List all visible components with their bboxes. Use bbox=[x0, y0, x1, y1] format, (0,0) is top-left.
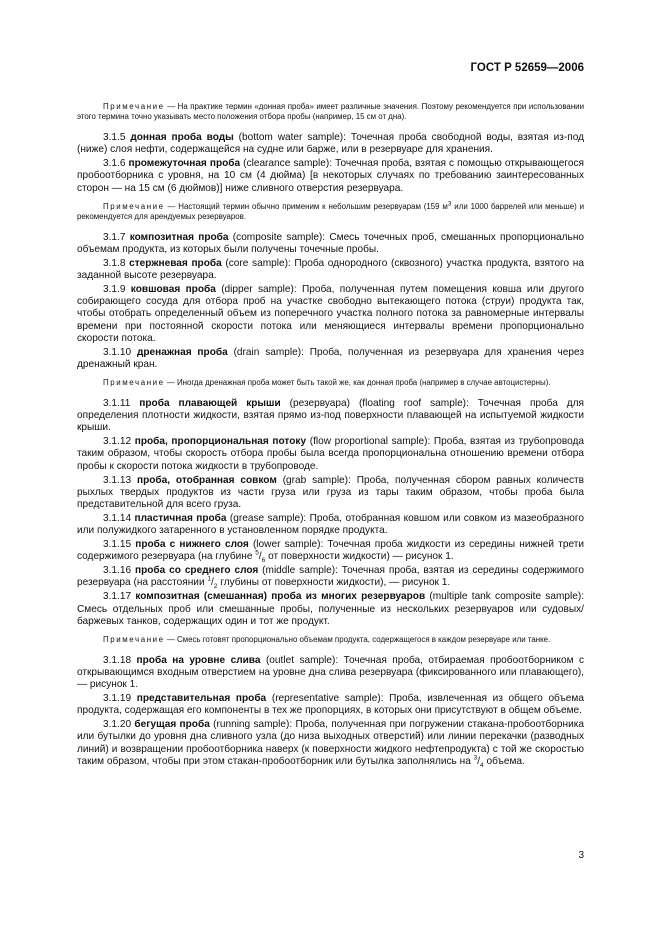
term-3-1-20 bbox=[77, 719, 584, 768]
term-number: 3.1.20 bbox=[103, 719, 132, 731]
note-text-continued: или 1000 баррелей или меньше) и рекомендуется для арендуемых резервуаров. bbox=[77, 201, 584, 222]
page-number: 3 bbox=[578, 850, 584, 861]
term-name: проба, отобранная совком bbox=[136, 474, 277, 486]
term-3-1-16 bbox=[77, 565, 584, 590]
fraction-slash: / bbox=[258, 551, 262, 563]
fraction-numerator: 5 bbox=[255, 549, 259, 557]
note-3 bbox=[77, 378, 584, 388]
term-number: 3.1.8 bbox=[103, 257, 126, 269]
term-number: 3.1.13 bbox=[103, 474, 132, 486]
note-label: Примечание bbox=[103, 378, 165, 388]
term-number: 3.1.5 bbox=[103, 131, 126, 143]
term-3-1-19 bbox=[77, 693, 584, 718]
term-definition-continued: глубины от поверхности жидкости), — рисунок 1. bbox=[217, 577, 451, 589]
term-definition: (flow proportional sample): Проба, взятая из трубопровода таким образом, чтобы скорость отбора пробы была всегда пропорциональна отношению времени отбора пробы к скорости потока жидкости в трубопроводе. bbox=[77, 436, 584, 472]
term-3-1-8 bbox=[77, 258, 584, 283]
term-definition: (representative sample): Проба, извлеченная из общего объема продукта, содержащая его компоненты в тех же пропорциях, в которых они присутствуют в общем объеме. bbox=[77, 692, 584, 717]
note-text: — Настоящий термин обычно применим к небольшим резервуарам (159 м bbox=[164, 201, 448, 211]
term-definition: (core sample): Проба однородного (сквозного) участка продукта, взятого на заданной высоте резервуара. bbox=[77, 257, 584, 281]
term-3-1-5 bbox=[77, 132, 584, 157]
term-number: 3.1.10 bbox=[103, 346, 132, 358]
fraction-numerator: 1 bbox=[207, 576, 212, 584]
note-1 bbox=[77, 102, 584, 123]
term-3-1-6 bbox=[77, 158, 584, 195]
term-definition: (middle sample): Точечная проба, взятая из середины содержимого резервуара (на расстоянии bbox=[77, 565, 584, 589]
fraction-slash: / bbox=[477, 755, 481, 767]
term-definition: (bottom water sample): Точечная проба свободной воды, взятая из-под (ниже) слоя нефти, содержащейся на судне или барже, или в резервуаре для хранения. bbox=[77, 131, 584, 156]
term-3-1-10 bbox=[77, 347, 584, 372]
term-definition: (dipper sample): Проба, полученная путем помещения ковша или другого собирающего сосуда для отбора проб на участке свободно вытекающего потока (струи) продукта так, чтобы отобрать определенный объем из поперечного участка полного потока за равномерные интервалы времени при постоянной скорости потока или меняющиеся интервалы времени пропорционально скорости потока. bbox=[77, 283, 584, 344]
term-number: 3.1.15 bbox=[103, 539, 132, 551]
term-number: 3.1.18 bbox=[103, 654, 132, 666]
term-number: 3.1.14 bbox=[103, 512, 132, 524]
term-number: 3.1.16 bbox=[103, 565, 132, 577]
term-definition: (lower sample): Точечная проба жидкости из середины нижней трети содержимого резервуара (на глубине bbox=[77, 539, 584, 563]
note-4 bbox=[77, 635, 584, 645]
term-number: 3.1.11 bbox=[103, 397, 131, 409]
term-name: промежуточная проба bbox=[128, 157, 241, 169]
note-text: — Иногда дренажная проба может быть такой же, как донная проба (например в случае автоцистерны). bbox=[164, 378, 551, 388]
note-label: Примечание bbox=[103, 201, 165, 211]
term-3-1-15 bbox=[77, 539, 584, 564]
term-3-1-9 bbox=[77, 284, 584, 345]
term-3-1-14 bbox=[77, 513, 584, 538]
term-definition-continued: от поверхности жидкости) — рисунок 1. bbox=[265, 551, 454, 563]
term-name: донная проба воды bbox=[130, 131, 234, 143]
term-definition: (резервуара) (floating roof sample): Точечная проба для определения плотности жидкости, взятая прямо из-под поверхности плавающей на испытуемой жидкости крыши. bbox=[77, 397, 584, 434]
term-name: бегущая проба bbox=[134, 719, 210, 731]
note-label: Примечание bbox=[103, 635, 165, 645]
term-3-1-13 bbox=[77, 475, 584, 512]
note-text: — Смесь готовят пропорционально объемам продукта, содержащегося в каждом резервуаре или танке. bbox=[164, 635, 551, 645]
fraction-slash: / bbox=[211, 577, 214, 589]
term-name: проба со среднего слоя bbox=[134, 565, 259, 577]
note-text: — На практике термин «донная проба» имеет различные значения. Поэтому рекомендуется при использовании этого термина точно указывать место положения отбора пробы (например, 15 см от дна). bbox=[77, 102, 584, 122]
term-3-1-7 bbox=[77, 232, 584, 257]
term-definition: (outlet sample): Точечная проба, отбираемая пробоотборником с открывающимся входным отверстием на уровне дна слива резервуара (фиксированного или плавающего), — рисунок 1. bbox=[77, 654, 584, 691]
term-number: 3.1.9 bbox=[103, 283, 126, 295]
term-definition: (multiple tank composite sample): Смесь отдельных проб или смешанные пробы, полученные из нескольких резервуаров или судовых/баржевых танков, содержащих один и тот же продукт. bbox=[77, 591, 584, 627]
term-name: проба на уровне слива bbox=[136, 654, 261, 666]
term-name: представительная проба bbox=[136, 692, 267, 704]
term-name: проба плавающей крыши bbox=[139, 397, 281, 409]
term-name: композитная (смешанная) проба из многих резервуаров bbox=[135, 591, 426, 603]
term-3-1-12 bbox=[77, 436, 584, 473]
term-name: проба с нижнего слоя bbox=[135, 539, 249, 551]
term-name: стержневая проба bbox=[129, 257, 222, 269]
superscript: 3 bbox=[447, 200, 452, 208]
term-definition: (grab sample): Проба, полученная сбором равных количеств рыхлых твердых продуктов из части груза или груза из тары таким образом, чтобы проба была представительной для всего груза. bbox=[77, 474, 584, 511]
term-3-1-18 bbox=[77, 655, 584, 692]
note-label: Примечание bbox=[103, 102, 165, 111]
term-definition: (composite sample): Смесь точечных проб, смешанных пропорционально объемам продукта, из которых были получены точечные пробы. bbox=[77, 231, 585, 255]
note-2 bbox=[77, 202, 584, 223]
term-number: 3.1.12 bbox=[103, 436, 132, 448]
term-number: 3.1.6 bbox=[103, 157, 126, 169]
term-3-1-17 bbox=[77, 591, 584, 628]
term-definition: (clearance sample): Точечная проба, взятая с помощью открывающегося пробоотборника с уровня, на 10 см (4 дюйма) [в некоторых случаях по требованию заинтересованных сторон — на 15 см (6 дюймов)] ниже сливного отверстия резервуара. bbox=[77, 157, 585, 194]
term-definition-continued: объема. bbox=[483, 755, 525, 767]
fraction-numerator: 3 bbox=[473, 754, 478, 762]
fraction-denominator: 4 bbox=[480, 761, 484, 769]
standard-designation: ГОСТ Р 52659—2006 bbox=[470, 62, 584, 74]
term-name: проба, пропорциональная потоку bbox=[134, 436, 307, 448]
term-name: ковшовая проба bbox=[130, 283, 216, 295]
term-number: 3.1.17 bbox=[103, 591, 132, 603]
term-name: дренажная проба bbox=[136, 346, 228, 358]
term-number: 3.1.7 bbox=[103, 231, 126, 243]
term-3-1-11 bbox=[77, 398, 584, 435]
page-body bbox=[77, 95, 584, 770]
term-definition: (drain sample): Проба, полученная из резервуара для хранения через дренажный кран. bbox=[77, 346, 585, 371]
term-number: 3.1.19 bbox=[103, 692, 132, 704]
term-definition: (grease sample): Проба, отобранная ковшом или совком из мазеобразного или полужидкого затаренного в установленном порядке продукта. bbox=[77, 512, 584, 537]
fraction-denominator: 2 bbox=[213, 583, 218, 591]
term-definition: (running sample): Проба, полученная при погружении стакана-пробоотборника или бутылки до уровня дна сливного узла (до низа выходных отверстий) или линии перекачки (разводных линий) и возвращении пробоотборника наверх (к поверхности жидкого нефтепродукта) с той же скоростью таким образом, чтобы при этом стакан-пробоотборник или бутылка заполнялись на bbox=[77, 719, 585, 767]
term-name: пластичная проба bbox=[134, 512, 227, 524]
fraction-denominator: 6 bbox=[261, 557, 266, 565]
term-name: композитная проба bbox=[129, 231, 229, 243]
